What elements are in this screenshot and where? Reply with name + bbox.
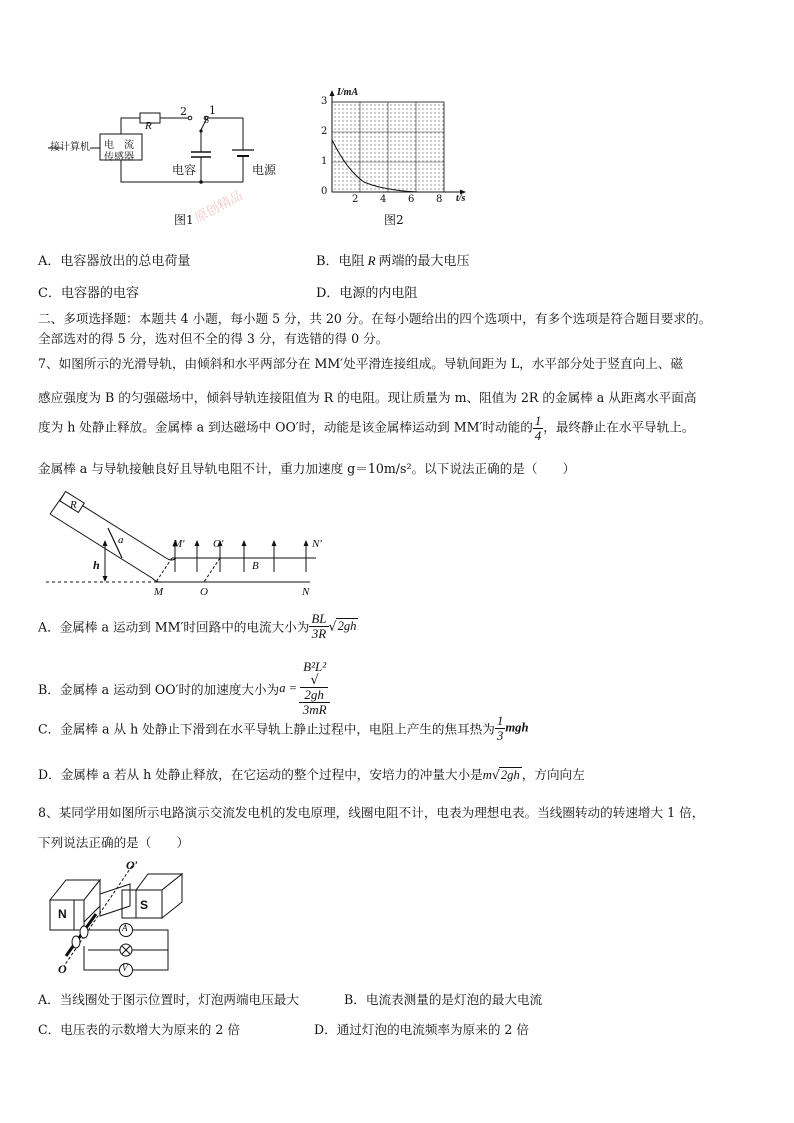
q7-option-c-tail: mgh bbox=[505, 720, 529, 735]
q8-option-a: A．当线圈处于图示位置时，灯泡两端电压最大 bbox=[38, 992, 299, 1007]
fig2-caption: 图2 bbox=[384, 213, 404, 227]
q6-option-b-var: R bbox=[367, 253, 376, 268]
q7-option-b bbox=[38, 660, 330, 717]
q7-b-num-sqrt: 2gh bbox=[300, 687, 328, 702]
q7-a-frac-num: BL bbox=[311, 611, 327, 626]
figure-2-graph bbox=[318, 88, 478, 208]
q8-line1: 8、某同学用如图所示电路演示交流发电机的发电原理，线圈电阻不计，电表为理想电表。当线圈转动的转速增大 1 倍， bbox=[38, 805, 705, 820]
fig1-label-computer: 接计算机 bbox=[50, 142, 90, 153]
q7-fig-label-o: O bbox=[200, 586, 208, 598]
q7-b-frac-num bbox=[299, 660, 330, 703]
q7-option-d bbox=[38, 764, 585, 783]
q7-option-c bbox=[38, 714, 528, 742]
q7-fig-label-a: a bbox=[118, 534, 124, 546]
q7-line3 bbox=[38, 414, 694, 442]
fig1-label-s: S bbox=[204, 115, 209, 126]
q7-option-a-frac bbox=[309, 612, 328, 640]
q7-figure-rails bbox=[44, 486, 344, 596]
q7-fig-label-op: O′ bbox=[213, 538, 224, 550]
fig2-ytick-1: 1 bbox=[321, 156, 328, 167]
fig1-label-1: 1 bbox=[209, 104, 216, 117]
fig2-xtick-2: 2 bbox=[352, 194, 359, 205]
fig2-ytick-0: 0 bbox=[321, 186, 328, 197]
fig2-ytick-3: 3 bbox=[321, 96, 328, 107]
q7-option-d-m: m bbox=[482, 768, 492, 782]
fig1-label-capacitor: 电容 bbox=[172, 163, 197, 177]
sqrt-symbol: √ bbox=[491, 767, 500, 782]
q7-line3-after: ，最终静止在水平导轨上。 bbox=[543, 419, 695, 435]
q7-option-d-text: D．金属棒 a 若从 h 处静止释放，在它运动的整个过程中，安培力的冲量大小是 bbox=[38, 767, 483, 782]
q8-option-c: C．电压表的示数增大为原来的 2 倍 bbox=[38, 1022, 240, 1037]
q7-line2: 感应强度为 B 的匀强磁场中，倾斜导轨连接阻值为 R 的电阻。现让质量为 m、阻值为 2R 的金属棒 a 从距离水平面高 bbox=[38, 390, 697, 405]
q8-fig-label-a: A bbox=[122, 923, 128, 933]
q8-option-b: B．电流表测量的是灯泡的最大电流 bbox=[344, 992, 543, 1007]
fig2-xtick-8: 8 bbox=[436, 194, 443, 205]
q7-line1: 7、如图所示的光滑导轨，由倾斜和水平两部分在 MM′处平滑连接组成。导轨间距为 L，水平部分处于竖直向上、磁 bbox=[38, 356, 683, 371]
q7-option-b-lhs: a = bbox=[279, 680, 298, 695]
fig1-caption: 图1 bbox=[174, 213, 194, 227]
q8-fig-label-o: O bbox=[58, 962, 67, 976]
q7-option-a-text: A．金属棒 a 运动到 MM′时回路中的电流大小为 bbox=[38, 619, 310, 635]
q8-line2: 下列说法正确的是（ ） bbox=[38, 835, 190, 850]
q7-option-c-text: C．金属棒 a 从 h 处静止下滑到在水平导轨上静止过程中，电阻上产生的焦耳热为 bbox=[38, 721, 495, 737]
q7-fig-label-m: M bbox=[154, 586, 164, 598]
q7-b-frac-den: 3mR bbox=[302, 701, 327, 717]
section2-line2: 全部选对的得 5 分，选对但不全的得 3 分，有选错的得 0 分。 bbox=[38, 331, 389, 346]
q7-fig-label-r: R bbox=[70, 499, 77, 511]
q7-fig-label-np: N′ bbox=[312, 538, 322, 550]
q7-fig-label-h: h bbox=[93, 558, 100, 572]
q6-option-b-suffix: 两端的最大电压 bbox=[378, 254, 470, 269]
sqrt-symbol: √ bbox=[310, 672, 319, 688]
fig2-ylabel: I/mA bbox=[337, 87, 359, 98]
fig1-label-sensor-2: 传感器 bbox=[104, 152, 134, 163]
section2-line1: 二、多项选择题：本题共 4 小题，每小题 5 分，共 20 分。在每小题给出的四个选项中，有多个选项是符合题目要求的。 bbox=[38, 311, 712, 326]
fig2-xtick-6: 6 bbox=[408, 194, 415, 205]
q7-c-frac-den: 3 bbox=[496, 727, 504, 743]
q8-fig-label-s: S bbox=[140, 898, 149, 912]
q7-option-b-text: B．金属棒 a 运动到 OO′时的加速度大小为 bbox=[38, 681, 280, 697]
q7-option-c-frac bbox=[495, 714, 506, 742]
q7-option-a bbox=[38, 612, 358, 640]
q8-option-d: D．通过灯泡的电流频率为原来的 2 倍 bbox=[314, 1022, 530, 1037]
fig2-xtick-4: 4 bbox=[380, 194, 387, 205]
q8-fig-label-op: O′ bbox=[126, 858, 139, 872]
q7-line4: 金属棒 a 与导轨接触良好且导轨电阻不计，重力加速度 g＝10m/s²。以下说法正确的是（ ） bbox=[38, 461, 576, 476]
q6-option-b-prefix: B．电阻 bbox=[316, 254, 365, 269]
fig1-label-r: R bbox=[145, 120, 152, 132]
q7-frac-num: 1 bbox=[534, 413, 542, 428]
q7-option-a-sqrt: 2gh bbox=[337, 619, 357, 634]
q7-b-num-text: B²L² bbox=[303, 659, 327, 674]
q7-a-frac-den: 3R bbox=[311, 625, 327, 641]
q8-fig-label-v: V bbox=[122, 963, 128, 973]
q6-option-d: D．电源的内电阻 bbox=[316, 286, 418, 301]
q6-option-c: C．电容器的电容 bbox=[38, 286, 139, 301]
sqrt-symbol: √ bbox=[328, 618, 337, 634]
q7-line3-fraction bbox=[533, 414, 544, 442]
fig2-ytick-2: 2 bbox=[321, 126, 328, 137]
q7-option-b-frac bbox=[299, 660, 330, 717]
q7-frac-den: 4 bbox=[534, 427, 542, 443]
q7-c-frac-num: 1 bbox=[496, 713, 504, 728]
fig1-label-source: 电源 bbox=[252, 163, 277, 177]
q7-option-d-sqrt: 2gh bbox=[500, 768, 520, 782]
q7-option-d-tail: ，方向向左 bbox=[521, 767, 585, 782]
q6-option-a: A．电容器放出的总电荷量 bbox=[38, 254, 191, 269]
q8-fig-label-n: N bbox=[58, 907, 67, 921]
q6-option-b bbox=[316, 250, 470, 269]
q7-line3-before: 度为 h 处静止释放。金属棒 a 到达磁场中 OO′时，动能是该金属棒运动到 MM′时动能的 bbox=[38, 419, 533, 435]
q7-fig-label-b: B bbox=[252, 560, 259, 572]
fig1-label-sensor-1: 电 流 bbox=[104, 140, 134, 151]
watermark: 原创精品 bbox=[192, 188, 246, 227]
q7-fig-label-n: N bbox=[302, 586, 310, 598]
q7-fig-label-mp: M′ bbox=[173, 538, 185, 550]
fig1-label-2: 2 bbox=[180, 105, 187, 118]
fig2-xlabel: t/s bbox=[456, 193, 466, 204]
